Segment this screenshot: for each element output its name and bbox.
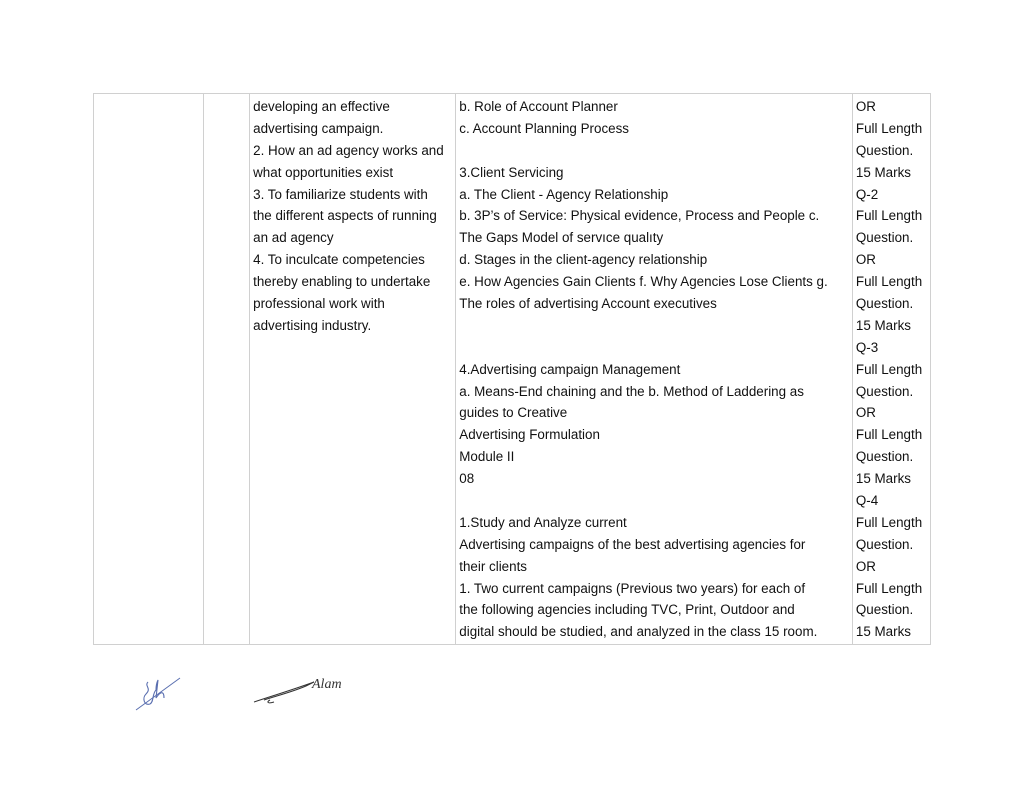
cell-line: Advertising campaigns of the best advertising agencies for — [459, 536, 806, 552]
cell-line — [459, 140, 849, 162]
cell-line: 3. To familiarize students with — [253, 186, 428, 202]
cell-line: OR — [855, 252, 876, 268]
cell-line: Question. — [855, 296, 914, 312]
cell-line: a. The Client - Agency Relationship — [459, 186, 669, 202]
cell-line: an ad agency — [253, 230, 334, 246]
cell-line: Question. — [855, 602, 914, 618]
cell-line: 1.Study and Analyze current — [459, 514, 627, 530]
cell-line: Q-2 — [855, 186, 879, 202]
cell-line: Full Length — [855, 274, 923, 290]
cell-line: Full Length — [855, 427, 923, 443]
cell-line: Full Length — [855, 514, 923, 530]
cell-line — [459, 490, 849, 512]
empty-cell-1 — [94, 94, 204, 645]
objectives-cell — [250, 94, 456, 645]
cell-line: The roles of advertising Account executives — [459, 296, 717, 312]
cell-line: Module II — [459, 449, 515, 465]
cell-line: Full Length — [855, 208, 923, 224]
cell-line: the following agencies including TVC, Print, Outdoor and — [459, 602, 795, 618]
cell-line: 4.Advertising campaign Management — [459, 361, 681, 377]
syllabus-table — [93, 93, 931, 645]
cell-line: Question. — [855, 383, 914, 399]
cell-line: Question. — [855, 142, 914, 158]
cell-line: b. 3P’s of Service: Physical evidence, Process and People c. — [459, 208, 820, 224]
cell-line — [459, 337, 849, 359]
cell-line: 3.Client Servicing — [459, 164, 564, 180]
cell-line: 08 — [459, 471, 475, 487]
cell-line: guides to Creative — [459, 405, 568, 421]
cell-line: 1. Two current campaigns (Previous two years) for each of — [459, 580, 806, 596]
cell-line: 4. To inculcate competencies — [253, 252, 425, 268]
cell-line: a. Means-End chaining and the b. Method of Laddering as — [459, 383, 804, 399]
cell-line: Full Length — [855, 120, 923, 136]
cell-line: Question. — [855, 230, 914, 246]
cell-line: Question. — [855, 536, 914, 552]
cell-line: e. How Agencies Gain Clients f. Why Agencies Lose Clients g. — [459, 274, 828, 290]
cell-line: 2. How an ad agency works and — [253, 142, 444, 158]
cell-line: Full Length — [855, 361, 923, 377]
cell-line: 15 Marks — [855, 471, 911, 487]
cell-line: Full Length — [855, 580, 923, 596]
cell-line: 15 Marks — [855, 624, 911, 640]
content-cell — [456, 94, 853, 645]
cell-line: 15 Marks — [855, 164, 911, 180]
assessment-cell — [852, 94, 930, 645]
cell-line: b. Role of Account Planner — [459, 99, 618, 114]
cell-line: OR — [855, 558, 876, 574]
cell-line: developing an effective — [253, 99, 390, 114]
cell-line: professional work with — [253, 296, 385, 312]
cell-line: OR — [855, 405, 876, 421]
cell-line: their clients — [459, 558, 527, 574]
cell-line: Advertising Formulation — [459, 427, 600, 443]
cell-line: Q-3 — [855, 339, 879, 355]
cell-line: OR — [855, 99, 876, 114]
cell-line: digital should be studied, and analyzed in the class 15 room. — [459, 624, 818, 640]
cell-line: 15 Marks — [855, 317, 911, 333]
cell-line — [459, 315, 849, 337]
cell-line: thereby enabling to undertake — [253, 274, 431, 290]
signature-2 — [252, 674, 362, 708]
cell-line: advertising industry. — [253, 317, 372, 333]
cell-line: The Gaps Model of servıce qualıty — [459, 230, 664, 246]
cell-line: c. Account Planning Process — [459, 120, 629, 136]
cell-line: Q-4 — [855, 493, 879, 509]
empty-cell-2 — [204, 94, 250, 645]
cell-line: advertising campaign. — [253, 120, 384, 136]
cell-line: what opportunities exist — [253, 164, 394, 180]
cell-line: Question. — [855, 449, 914, 465]
cell-line: d. Stages in the client-agency relationship — [459, 252, 708, 268]
table-row — [94, 94, 931, 645]
signature-1 — [134, 672, 184, 716]
signature-text: Alam — [312, 677, 342, 692]
cell-line: the different aspects of running — [253, 208, 437, 224]
